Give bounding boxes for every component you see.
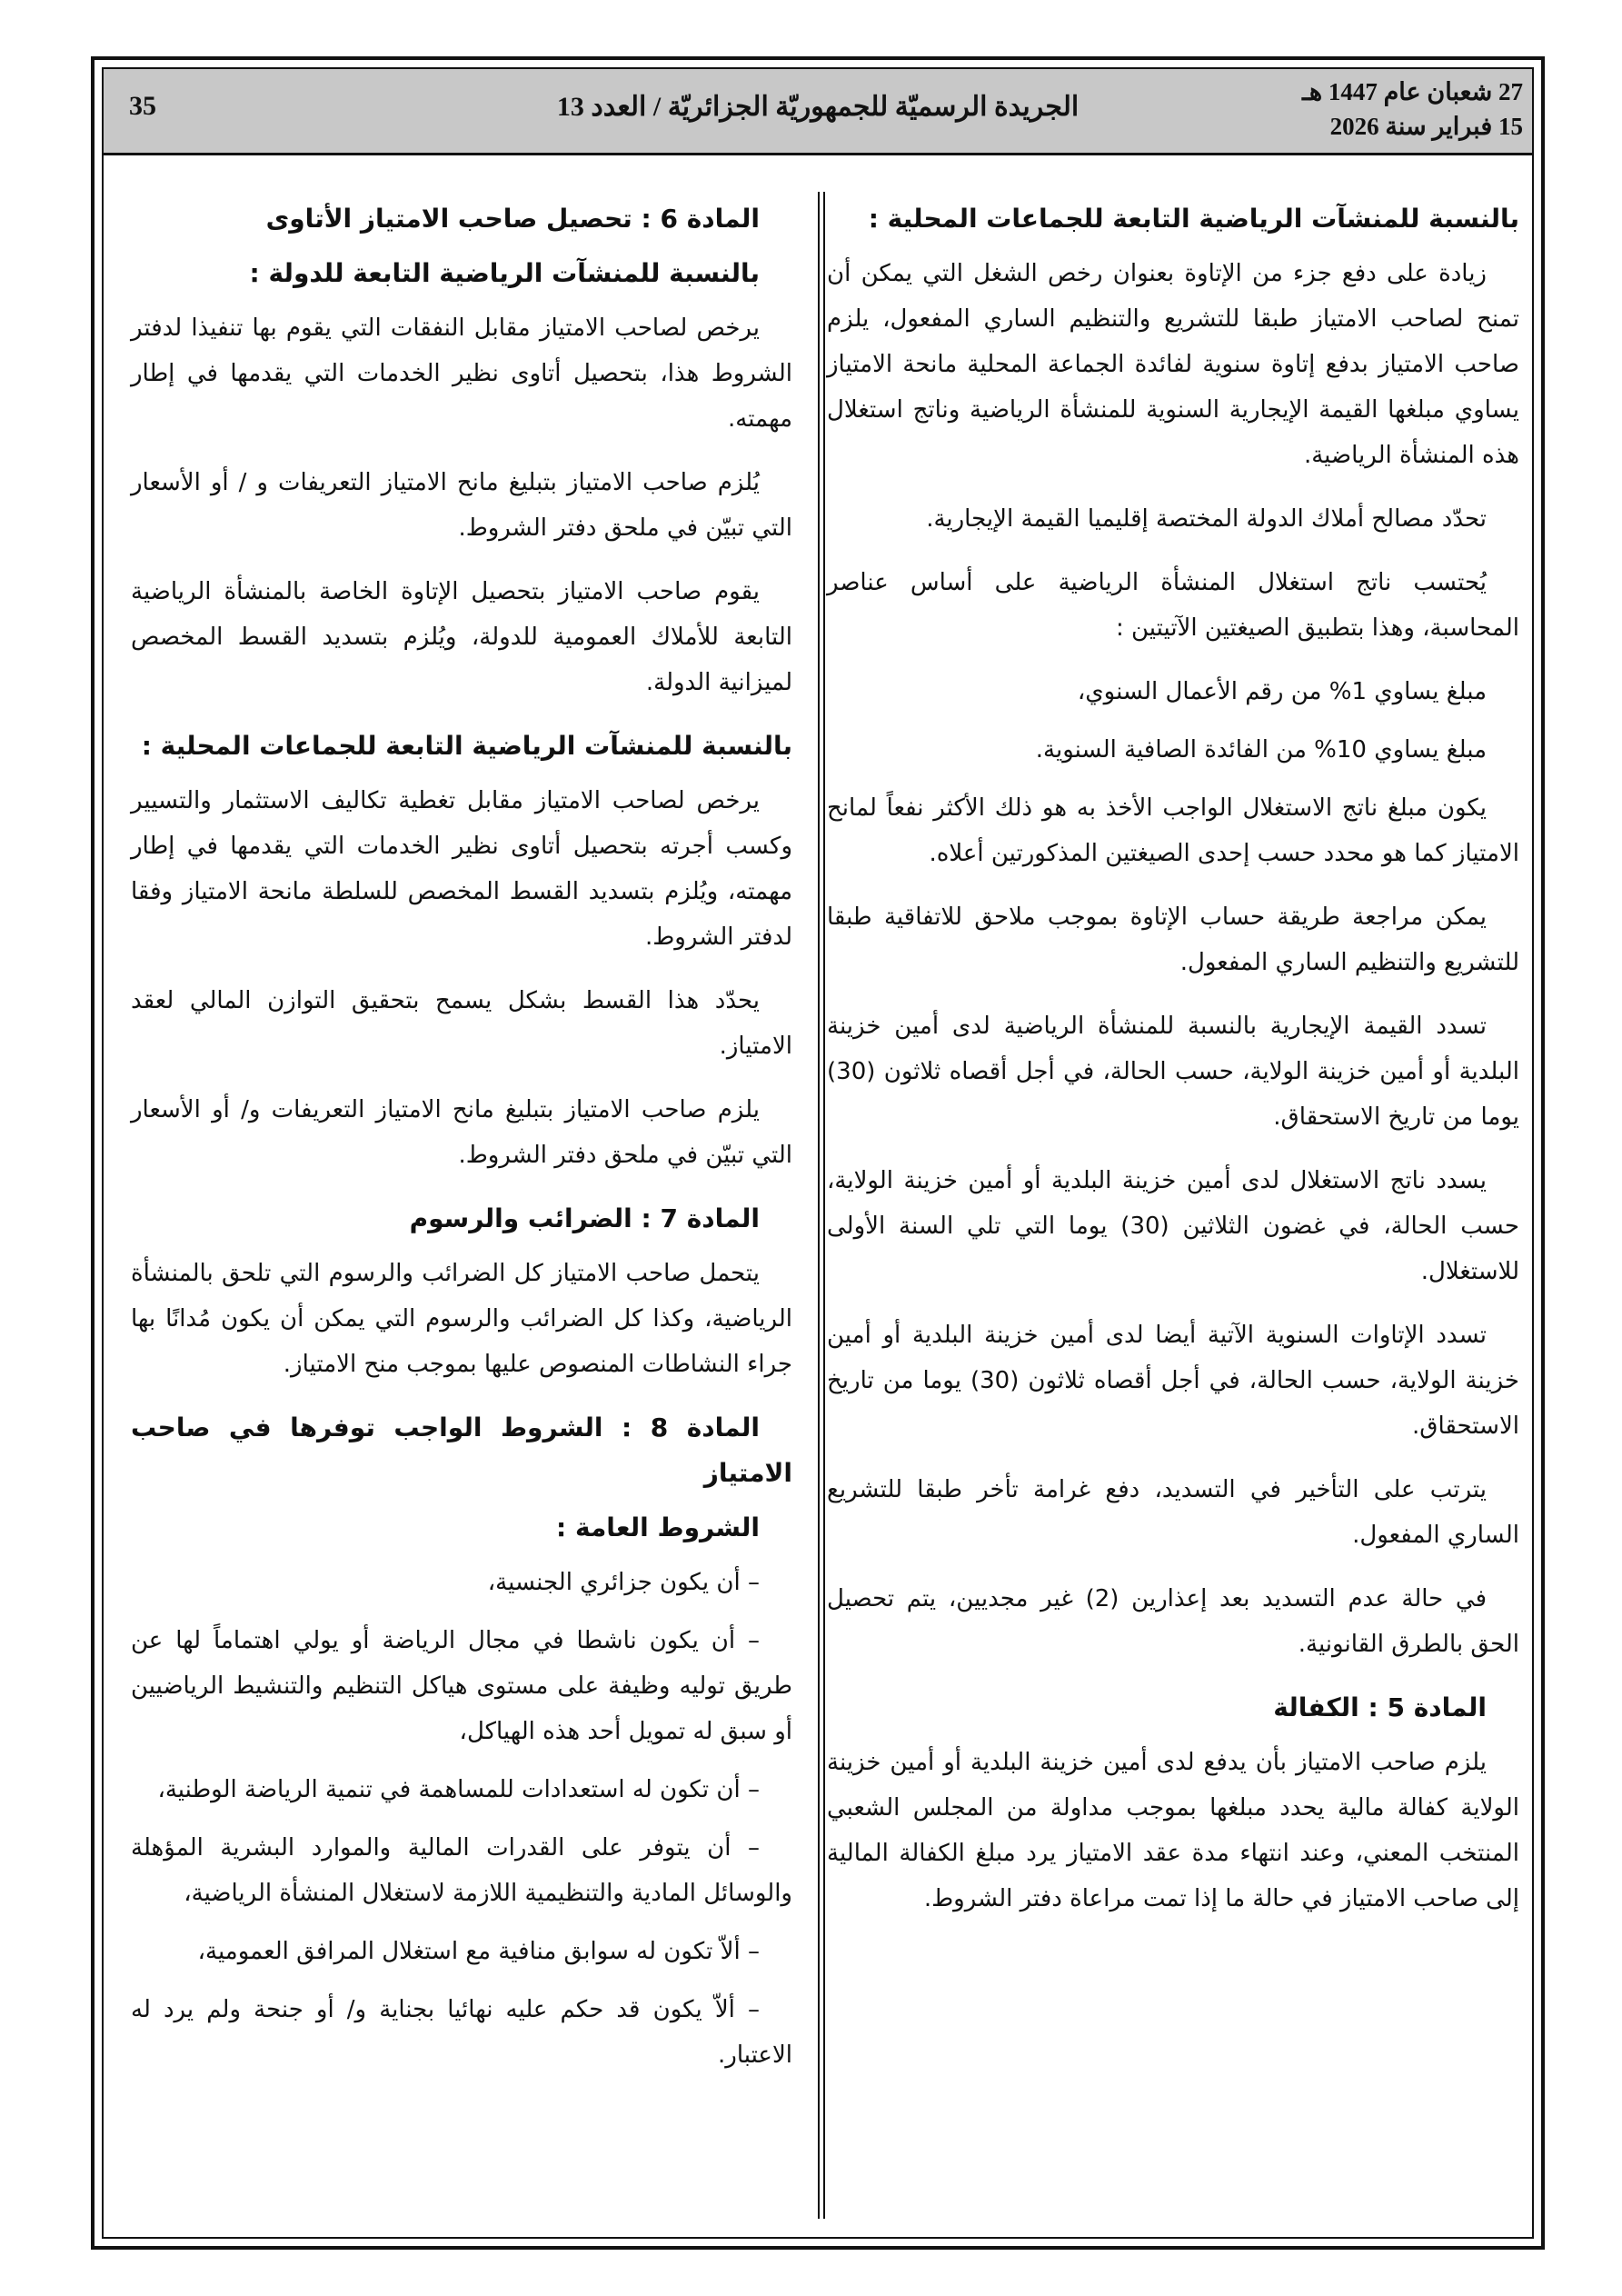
paragraph: مبلغ يساوي 10% من الفائدة الصافية السنوية. [1035,736,1487,764]
section-heading: بالنسبة للمنشآت الرياضية التابعة للجماعات المحلية : [141,731,792,761]
section-heading: بالنسبة للمنشآت الرياضية التابعة للجماعات المحلية : [868,204,1519,234]
date-hijri: 27 شعبان عام 1447 هـ [1301,78,1523,105]
page-inner-frame [102,67,1534,2239]
list-item: – أن يتوفر على القدرات المالية والموارد البشرية المؤهلة والوسائل المادية والتنظيمية اللازمة لاستغلال المنشأة الرياضية، [131,1834,792,1907]
paragraph: تسدد الإتاوات السنوية الآتية أيضا لدى أمين خزينة البلدية أو أمين خزينة الولاية، حسب الحالة، في أجل أقصاه ثلاثون (30) يوما من تاريخ الاستحقاق. [827,1322,1519,1440]
paragraph: يمكن مراجعة طريقة حساب الإتاوة بموجب ملاحق للاتفاقية طبقا للتشريع والتنظيم الساري المفعول. [827,903,1519,976]
section-heading: بالنسبة للمنشآت الرياضية التابعة للدولة : [249,258,760,288]
paragraph: يتحمل صاحب الامتياز كل الضرائب والرسوم التي تلحق بالمنشأة الرياضية، وكذا كل الضرائب والرسوم التي يمكن أن يكون مُدانًا بها جراء النشاطات المنصوص عليها بموجب منح الامتياز. [131,1260,792,1378]
paragraph: يلزم صاحب الامتياز بتبليغ مانح الامتياز التعريفات و/ أو الأسعار التي تبيّن في ملحق دفتر الشروط. [131,1096,792,1169]
section-heading: الشروط العامة : [556,1512,760,1542]
paragraph: يترتب على التأخير في التسديد، دفع غرامة تأخر طبقا للتشريع الساري المفعول. [827,1476,1519,1549]
paragraph: يحدّد هذا القسط بشكل يسمح بتحقيق التوازن المالي لعقد الامتياز. [131,987,792,1060]
list-item: – أن يكون جزائري الجنسية، [487,1569,760,1596]
page-number: 35 [129,91,156,121]
right-column [827,196,1519,1940]
page-frame [91,56,1545,2250]
paragraph: يسدد ناتج الاستغلال لدى أمين خزينة البلدية أو أمين خزينة الولاية، حسب الحالة، في غضون الثلاثين (30) يوما التي تلي السنة الأولى للاستغلال. [827,1167,1519,1285]
paragraph: في حالة عدم التسديد بعد إعذارين (2) غير مجديين، يتم تحصيل الحق بالطرق القانونية. [827,1585,1519,1658]
date-gregorian: 15 فبراير سنة 2026 [1329,113,1523,140]
section-heading: المادة 8 : الشروط الواجب توفرها في صاحب الامتياز [131,1413,792,1488]
paragraph: زيادة على دفع جزء من الإتاوة بعنوان رخص الشغل التي يمكن أن تمنح لصاحب الامتياز طبقا للتشريع والتنظيم الساري المفعول، يلزم صاحب الامتياز بدفع إتاوة سنوية لفائدة الجماعة المحلية مانحة الامتياز يساوي مبلغها القيمة الإيجارية السنوية للمنشأة الرياضية وناتج استغلال هذه المنشأة الرياضية. [827,260,1519,469]
gazette-title: الجريدة الرسميّة للجمهوريّة الجزائريّة / العدد 13 [556,92,1080,122]
paragraph: يقوم صاحب الامتياز بتحصيل الإتاوة الخاصة بالمنشأة الرياضية التابعة للأملاك العمومية للدولة، ويُلزم بتسديد القسط المخصص لميزانية الدولة. [131,578,792,696]
gazette-header [104,69,1532,155]
paragraph: يرخص لصاحب الامتياز مقابل تغطية تكاليف الاستثمار والتسيير وكسب أجرته بتحصيل أتاوى نظير الخدمات التي يقدمها في إطار مهمته، ويُلزم بتسديد القسط المخصص للسلطة مانحة الامتياز وفقا لدفتر الشروط. [131,787,792,951]
paragraph: يُحتسب ناتج استغلال المنشأة الرياضية على أساس عناصر المحاسبة، وهذا بتطبيق الصيغتين الآتيتين : [827,569,1519,642]
column-divider [818,192,825,2219]
paragraph: يكون مبلغ ناتج الاستغلال الواجب الأخذ به هو ذلك الأكثر نفعاً لمانح الامتياز كما هو محدد حسب إحدى الصيغتين المذكورتين أعلاه. [827,794,1519,867]
paragraph: يرخص لصاحب الامتياز مقابل النفقات التي يقوم بها تنفيذا لدفتر الشروط هذا، بتحصيل أتاوى نظير الخدمات التي يقدمها في إطار مهمته. [131,314,792,433]
section-heading: المادة 6 : تحصيل صاحب الامتياز الأتاوى [265,204,760,234]
paragraph: تسدد القيمة الإيجارية بالنسبة للمنشأة الرياضية لدى أمين خزينة البلدية أو أمين خزينة الولاية، حسب الحالة، في أجل أقصاه ثلاثون (30) يوما من تاريخ الاستحقاق. [827,1013,1519,1131]
list-item: – ألاّ يكون قد حكم عليه نهائيا بجناية و/ أو جنحة ولم يرد له الاعتبار. [131,1996,792,2069]
paragraph: يلزم صاحب الامتياز بأن يدفع لدى أمين خزينة البلدية أو أمين خزينة الولاية كفالة مالية يحدد مبلغها بموجب مداولة من المجلس الشعبي المنتخب المعني، وعند انتهاء مدة عقد الامتياز يرد مبلغ الكفالة المالية إلى صاحب الامتياز في حالة ما إذا تمت مراعاة دفتر الشروط. [827,1749,1519,1912]
list-item: – ألاّ تكون له سوابق منافية مع استغلال المرافق العمومية، [197,1938,760,1965]
paragraph: تحدّد مصالح أملاك الدولة المختصة إقليميا القيمة الإيجارية. [926,505,1487,533]
section-heading: المادة 5 : الكفالة [1273,1692,1487,1722]
paragraph: يُلزم صاحب الامتياز بتبليغ مانح الامتياز التعريفات و / أو الأسعار التي تبيّن في ملحق دفتر الشروط. [131,469,792,542]
list-item: – أن تكون له استعدادات للمساهمة في تنمية الرياضة الوطنية، [157,1776,760,1803]
paragraph: مبلغ يساوي 1% من رقم الأعمال السنوي، [1077,678,1487,705]
left-column [131,196,792,2091]
list-item: – أن يكون ناشطا في مجال الرياضة أو يولي اهتماماً لها عن طريق توليه وظيفة على مستوى هياكل التنظيم والتنشيط الرياضيين أو سبق له تمويل أحد هذه الهياكل، [131,1627,792,1745]
section-heading: المادة 7 : الضرائب والرسوم [409,1203,760,1233]
